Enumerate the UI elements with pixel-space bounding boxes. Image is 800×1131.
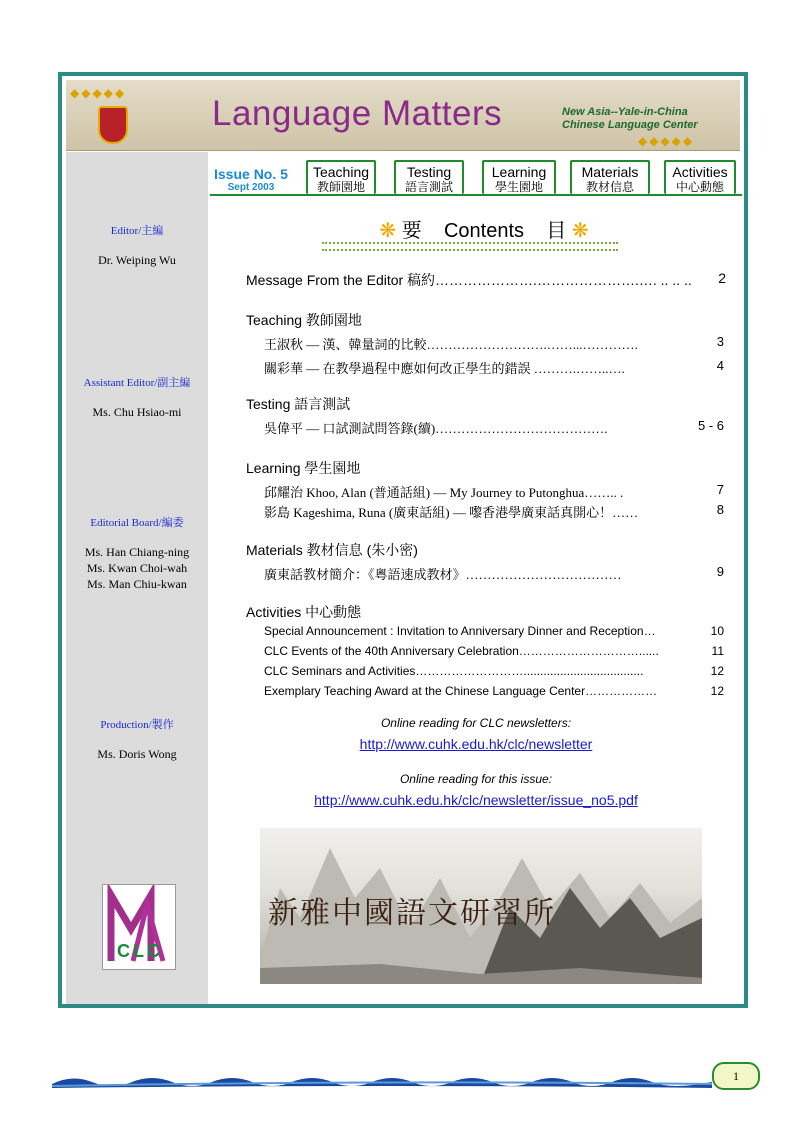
- editor-name: Dr. Weiping Wu: [98, 253, 176, 267]
- masthead-banner: [66, 80, 740, 151]
- tabs-divider: [210, 194, 742, 196]
- production-name: Ms. Doris Wong: [97, 747, 177, 761]
- online-this-issue: Online reading for this issue: http://www.cuhk.edu.hk/clc/newsletter/issue_no5.pdf: [210, 772, 742, 808]
- page-number: 1: [712, 1062, 760, 1090]
- toc-section-activities: Activities 中心動態 Special Announcement : Invitation to Anniversary Dinner and Reception… 10 CLC Events of the 40th Anniversary Celebration…………………………...... 11 CLC Seminars and Activities……………………….................................... 12 Exemplary Teaching Award at the Chinese Language Center……………… 12: [246, 604, 724, 698]
- clc-logo: [102, 884, 176, 970]
- svg-text:C: C: [117, 941, 130, 961]
- toc-entry[interactable]: 影島 Kageshima, Runa (廣東話組) — 嚟香港學廣東話真開心！…… 8: [264, 502, 724, 520]
- board-member: Ms. Kwan Choi-wah: [86, 561, 188, 575]
- toc-entry[interactable]: Special Announcement : Invitation to Anniversary Dinner and Reception… 10: [264, 624, 724, 638]
- toc-section-learning: Learning 學生園地 邱耀治 Khoo, Alan (普通話組) — My Journey to Putonghua…….. . 7 影島 Kageshima, Runa (廣東話組) — 嚟香港學廣東話真開心！…… 8: [246, 460, 724, 520]
- star-icon: ❋: [379, 220, 397, 242]
- toc-entry[interactable]: CLC Events of the 40th Anniversary Celebration…………………………...... 11: [264, 644, 724, 658]
- footer-wave: [52, 1070, 712, 1092]
- issue-pdf-link[interactable]: http://www.cuhk.edu.hk/clc/newsletter/issue_no5.pdf: [314, 792, 638, 808]
- page-frame: [58, 72, 748, 1008]
- ornament-diamonds: ◆◆◆◆◆: [638, 134, 695, 148]
- toc-entry[interactable]: 邱耀治 Khoo, Alan (普通話組) — My Journey to Putonghua…….. . 7: [264, 482, 724, 500]
- toc-section-testing: Testing 語言測試 吳偉平 — 口試測試問答錄(續)…………………………………. 5 - 6: [246, 396, 724, 436]
- toc-entry[interactable]: Exemplary Teaching Award at the Chinese Language Center……………… 12: [264, 684, 724, 698]
- toc-editor-message[interactable]: Message From the Editor 稿約………………….………………….…. .. .. .. 2: [246, 270, 726, 288]
- toc-entry[interactable]: 王淑秋 — 漢、韓量詞的比較……………………….……...…………. 3: [264, 334, 724, 352]
- star-icon: ❋: [571, 220, 589, 242]
- issue-label: Issue No. 5 Sept 2003: [214, 166, 288, 193]
- newsletter-title: Language Matters: [212, 94, 503, 133]
- tab-learning[interactable]: Learning 學生園地: [482, 160, 556, 194]
- board-member: Ms. Man Chiu-kwan: [87, 577, 187, 591]
- landscape-painting: [260, 828, 702, 984]
- ornament-diamonds: ◆◆◆◆◆: [70, 86, 127, 100]
- tab-testing[interactable]: Testing 語言測試: [394, 160, 464, 194]
- editor-role: Editor/主編: [110, 225, 164, 237]
- crest-logo: [98, 106, 128, 144]
- toc-section-materials: Materials 教材信息 (朱小密) 廣東話教材簡介：《粵語速成教材》……………………………… 9: [246, 542, 724, 582]
- tab-teaching[interactable]: Teaching 教師園地: [306, 160, 376, 194]
- toc-entry[interactable]: CLC Seminars and Activities……………………….................................... 12: [264, 664, 724, 678]
- masthead-sidebar: [66, 152, 208, 1004]
- svg-text:C: C: [147, 941, 160, 961]
- online-newsletters: Online reading for CLC newsletters: http://www.cuhk.edu.hk/clc/newsletter: [210, 716, 742, 752]
- toc-section-teaching: Teaching 教師園地 王淑秋 — 漢、韓量詞的比較……………………….……...…………. 3 關彩華 — 在教學過程中應如何改正學生的錯誤 ……….……..…. 4: [246, 312, 724, 376]
- assistant-editor-role: Assistant Editor/副主編: [83, 377, 191, 389]
- contents-heading: ❋ 要 Contents 目 ❋: [379, 220, 589, 242]
- svg-text:L: L: [133, 941, 144, 961]
- newsletter-link[interactable]: http://www.cuhk.edu.hk/clc/newsletter: [359, 736, 593, 752]
- board-member: Ms. Han Chiang-ning: [84, 545, 190, 559]
- editorial-board-role: Editorial Board/編委: [90, 517, 184, 529]
- toc-entry[interactable]: 關彩華 — 在教學過程中應如何改正學生的錯誤 ……….……..…. 4: [264, 358, 724, 376]
- assistant-editor-name: Ms. Chu Hsiao-mi: [92, 405, 182, 419]
- contents-underline: [322, 242, 618, 251]
- toc-entry[interactable]: 吳偉平 — 口試測試問答錄(續)…………………………………. 5 - 6: [264, 418, 724, 436]
- tab-materials[interactable]: Materials 教材信息: [570, 160, 650, 194]
- center-name: New Asia--Yale-in-China Chinese Language Center: [562, 106, 698, 131]
- toc-entry[interactable]: 廣東話教材簡介：《粵語速成教材》……………………………… 9: [264, 564, 724, 582]
- production-role: Production/製作: [100, 719, 174, 731]
- tab-activities[interactable]: Activities 中心動態: [664, 160, 736, 194]
- painting-caption: 新雅中國語文研習所: [268, 897, 556, 930]
